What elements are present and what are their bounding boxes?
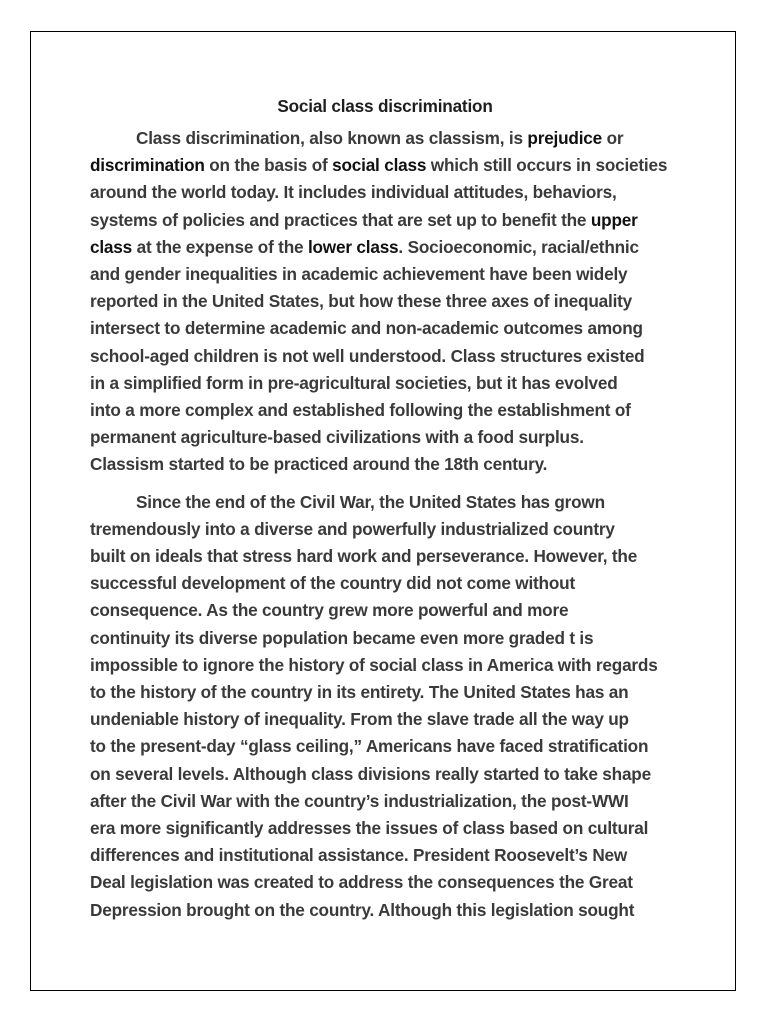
paragraph-2-line: impossible to ignore the history of social class in America with regards [90,654,658,675]
term-lower-class: lower class [307,236,399,257]
paragraph-1-line-6: and gender inequalities in academic achievement have been widely [90,264,628,285]
paragraph-2-line: consequence. As the country grew more powerful and more [90,600,569,621]
text-run: systems of policies and practices that are set up to benefit the [90,209,591,230]
paragraph-2-line: to the present-day “glass ceiling,” Americans have faced stratification [90,736,649,757]
paragraph-1-line-2 [90,152,680,179]
paragraph-2-line: to the history of the country in its entirety. The United States has an [90,682,629,703]
term-upper-class-part-1: upper [590,209,638,230]
text-run: Class discrimination, also known as classism, is [136,128,528,148]
paragraph-2-line: Deal legislation was created to address the consequences the Great [90,872,633,893]
paragraph-1-line-11: into a more complex and established following the establishment of [90,400,631,421]
paragraph-1-line-5 [90,234,680,261]
paragraph-2-line: on several levels. Although class divisions really started to take shape [90,763,651,784]
paragraph-2-line: successful development of the country did not come without [90,573,575,594]
term-social-class: social class [332,155,427,176]
paragraph-1 [90,125,680,479]
paragraph-1-line-4 [90,207,680,234]
term-prejudice: prejudice [527,128,603,148]
paragraph-2-line: continuity its diverse population became even more graded t is [90,627,594,648]
paragraph-2-line: Depression brought on the country. Although this legislation sought [90,899,635,920]
text-run: which still occurs in societies [426,155,668,176]
paragraph-2-line: undeniable history of inequality. From the slave trade all the way up [90,709,629,730]
paragraph-1-line-8: intersect to determine academic and non-academic outcomes among [90,318,643,339]
document-body [90,93,680,924]
document-title: Social class discrimination [277,96,493,116]
paragraph-2-line: after the Civil War with the country’s industrialization, the post-WWI [90,790,629,811]
text-run: at the expense of the [132,236,308,257]
paragraph-1-line-13: Classism started to be practiced around the 18th century. [90,454,548,475]
paragraph-1-line-12: permanent agriculture-based civilizations with a food surplus. [90,427,584,448]
paragraph-1-line-7: reported in the United States, but how these three axes of inequality [90,291,633,312]
paragraph-2 [90,489,680,924]
paragraph-1-line-9: school-aged children is not well understood. Class structures existed [90,345,645,366]
text-run: on the basis of [204,155,333,176]
paragraph-1-line-10: in a simplified form in pre-agricultural societies, but it has evolved [90,372,618,393]
term-upper-class-part-2: class [90,236,133,257]
paragraph-2-line: built on ideals that stress hard work and perseverance. However, the [90,546,638,567]
text-run: . Socioeconomic, racial/ethnic [398,236,639,257]
paragraph-2-line: era more significantly addresses the issues of class based on cultural [90,818,649,839]
paragraph-1-line-1 [90,125,680,152]
paragraph-2-line: Since the end of the Civil War, the United States has grown [136,491,605,512]
paragraph-2-line: differences and institutional assistance. President Roosevelt’s New [90,845,628,866]
text-run: or [602,128,624,148]
paragraph-1-line-3: around the world today. It includes individual attitudes, behaviors, [90,182,617,203]
term-discrimination: discrimination [90,155,205,176]
paragraph-2-line: tremendously into a diverse and powerfully industrialized country [90,518,615,539]
paragraph-spacing [90,479,680,489]
